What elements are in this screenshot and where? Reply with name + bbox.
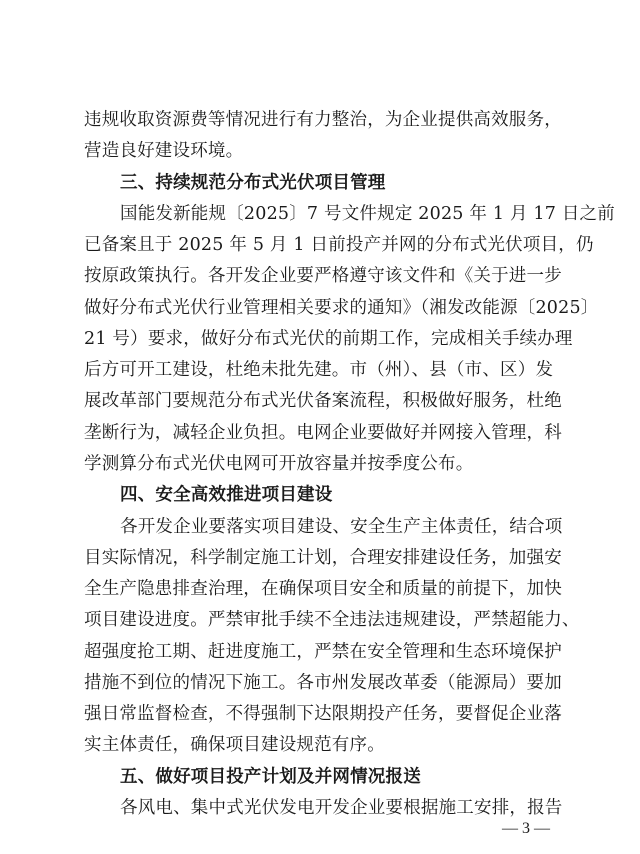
body-text-line: 措施不到位的情况下施工。各市州发展改革委（能源局）要加: [84, 673, 562, 693]
body-text-line: 21 号）要求，做好分布式光伏的前期工作，完成相关手续办理: [84, 329, 573, 349]
body-text-line: 全生产隐患排查治理，在确保项目安全和质量的前提下，加快: [84, 579, 562, 599]
body-text-line: 国能发新能规〔2025〕7 号文件规定 2025 年 1 月 17 日之前: [120, 204, 615, 224]
body-text-line: 强日常监督检查，不得强制下达限期投产任务，要督促企业落: [84, 704, 562, 724]
body-text-line: 超强度抢工期、赶进度施工，严禁在安全管理和生态环境保护: [84, 642, 562, 662]
section-heading-5: 五、做好项目投产计划及并网情况报送: [120, 767, 421, 787]
body-text-line: 项目建设进度。严禁审批手续不全违法违规建设，严禁超能力、: [84, 610, 580, 630]
body-text-line: 做好分布式光伏行业管理相关要求的通知》（湘发改能源〔2025〕: [84, 298, 599, 318]
page-number: — 3 —: [502, 820, 550, 837]
body-text-line: 已备案且于 2025 年 5 月 1 日前投产并网的分布式光伏项目，仍: [84, 235, 594, 255]
body-text-line: 目实际情况，科学制定施工计划，合理安排建设任务，加强安: [84, 548, 562, 568]
section-heading-3: 三、持续规范分布式光伏项目管理: [120, 173, 386, 193]
section-heading-4: 四、安全高效推进项目建设: [120, 485, 333, 505]
body-text-line: 营造良好建设环境。: [84, 141, 244, 161]
body-text-line: 后方可开工建设，杜绝未批先建。市（州）、县（市、区）发: [84, 360, 554, 380]
body-text-line: 实主体责任，确保项目建设规范有序。: [84, 735, 385, 755]
body-text-line: 违规收取资源费等情况进行有力整治，为企业提供高效服务，: [84, 110, 562, 130]
body-text-line: 按原政策执行。各开发企业要严格遵守该文件和《关于进一步: [84, 266, 562, 286]
body-text-line: 展改革部门要规范分布式光伏备案流程，积极做好服务，杜绝: [84, 391, 562, 411]
body-text-line: 学测算分布式光伏电网可开放容量并按季度公布。: [84, 454, 474, 474]
body-text-line: 各开发企业要落实项目建设、安全生产主体责任，结合项: [120, 517, 563, 537]
body-text-line: 各风电、集中式光伏发电开发企业要根据施工安排，报告: [120, 798, 563, 818]
body-text-line: 垄断行为，减轻企业负担。电网企业要做好并网接入管理，科: [84, 423, 562, 443]
